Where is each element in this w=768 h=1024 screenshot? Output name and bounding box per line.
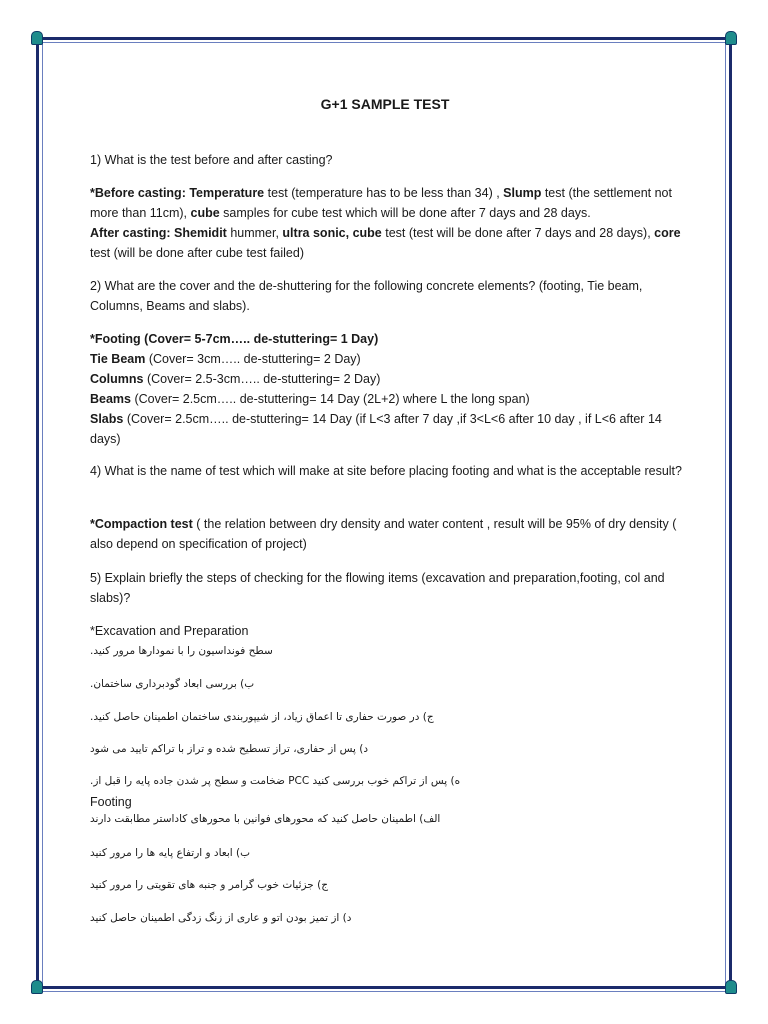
page-border-top-inner (36, 42, 732, 43)
answer-1-after: After casting: Shemidit hummer, ultra sonic, cube test (test will be done after 7 days and 28 days), core test (will be done after cube test failed) (90, 226, 681, 260)
page-border-bottom-inner (36, 991, 732, 992)
page-border-right-inner (725, 42, 726, 989)
answer-4: *Compaction test ( the relation between dry density and water content , result will be 95% of dry density ( also depend on specification of project) (90, 517, 677, 551)
corner-ornament-icon (31, 31, 43, 45)
question-2: 2) What are the cover and the de-shuttering for the following concrete elements? (footing, Tie beam, Columns, Beams and slabs). (90, 279, 643, 313)
answer-2-tie-beam: Tie Beam (Cover= 3cm….. de-stuttering= 2 Day) (90, 352, 361, 366)
footing-item: الف) اطمینان حاصل کنید که محورهای فوانین با محورهای کاداستر مطابقت دارند (90, 813, 441, 825)
footing-item: ب) ابعاد و ارتفاع پایه ها را مرور کنید (90, 847, 251, 859)
page-border-bottom (36, 986, 732, 989)
excavation-item: ب) بررسی ابعاد گودبرداری ساختمان. (90, 678, 255, 690)
answer-2-footing: *Footing (Cover= 5-7cm….. de-stuttering= 1 Day) (90, 332, 379, 346)
corner-ornament-icon (725, 31, 737, 45)
page-border-left (36, 37, 39, 992)
answer-1 (90, 183, 690, 263)
excavation-item: ج) در صورت حفاری تا اعماق زیاد، از شیپوربندی ساختمان اطمینان حاصل کنید. (90, 711, 434, 723)
page-title: G+1 SAMPLE TEST (320, 96, 450, 112)
excavation-item: ه) پس از تراکم خوب بررسی کنید PCC ضخامت و سطح پر شدن جاده پایه را قبل از. (90, 775, 461, 787)
footing-heading: Footing (90, 795, 132, 809)
corner-ornament-icon (31, 980, 43, 994)
corner-ornament-icon (725, 980, 737, 994)
footing-item: د) از تمیز بودن اتو و عاری از زنگ زدگی اطمینان حاصل کنید (90, 912, 352, 924)
page-border-left-inner (42, 42, 43, 989)
answer-2 (90, 329, 690, 449)
answer-2-columns: Columns (Cover= 2.5-3cm….. de-stuttering= 2 Day) (90, 372, 381, 386)
footing-item: ج) جزئیات خوب گرامر و جنبه های تقویتی را مرور کنید (90, 879, 329, 891)
page-border-top (36, 37, 732, 40)
excavation-heading: *Excavation and Preparation (90, 624, 249, 638)
excavation-item: د) پس از حفاری، تراز تسطیح شده و تراز با تراکم تایید می شود (90, 743, 369, 755)
excavation-item: سطح فونداسیون را با نمودارها مرور کنید. (90, 645, 273, 657)
answer-2-beams: Beams (Cover= 2.5cm….. de-stuttering= 14 Day (2L+2) where L the long span) (90, 392, 530, 406)
answer-1-before: *Before casting: Temperature test (temperature has to be less than 34) , Slump test (the settlement not more than 11cm), cube samples for cube test which will be done after 7 days and 28 days. (90, 186, 672, 220)
question-5: 5) Explain briefly the steps of checking for the flowing items (excavation and preparation,footing, col and slabs)? (90, 571, 665, 605)
answer-2-slabs: Slabs (Cover= 2.5cm….. de-stuttering= 14 Day (if L<3 after 7 day ,if 3<L<6 after 10 day , if L<6 after 14 days) (90, 412, 662, 446)
page-border-right (729, 37, 732, 992)
question-4: 4) What is the name of test which will make at site before placing footing and what is the acceptable result? (90, 464, 682, 478)
question-1: 1) What is the test before and after casting? (90, 153, 333, 167)
